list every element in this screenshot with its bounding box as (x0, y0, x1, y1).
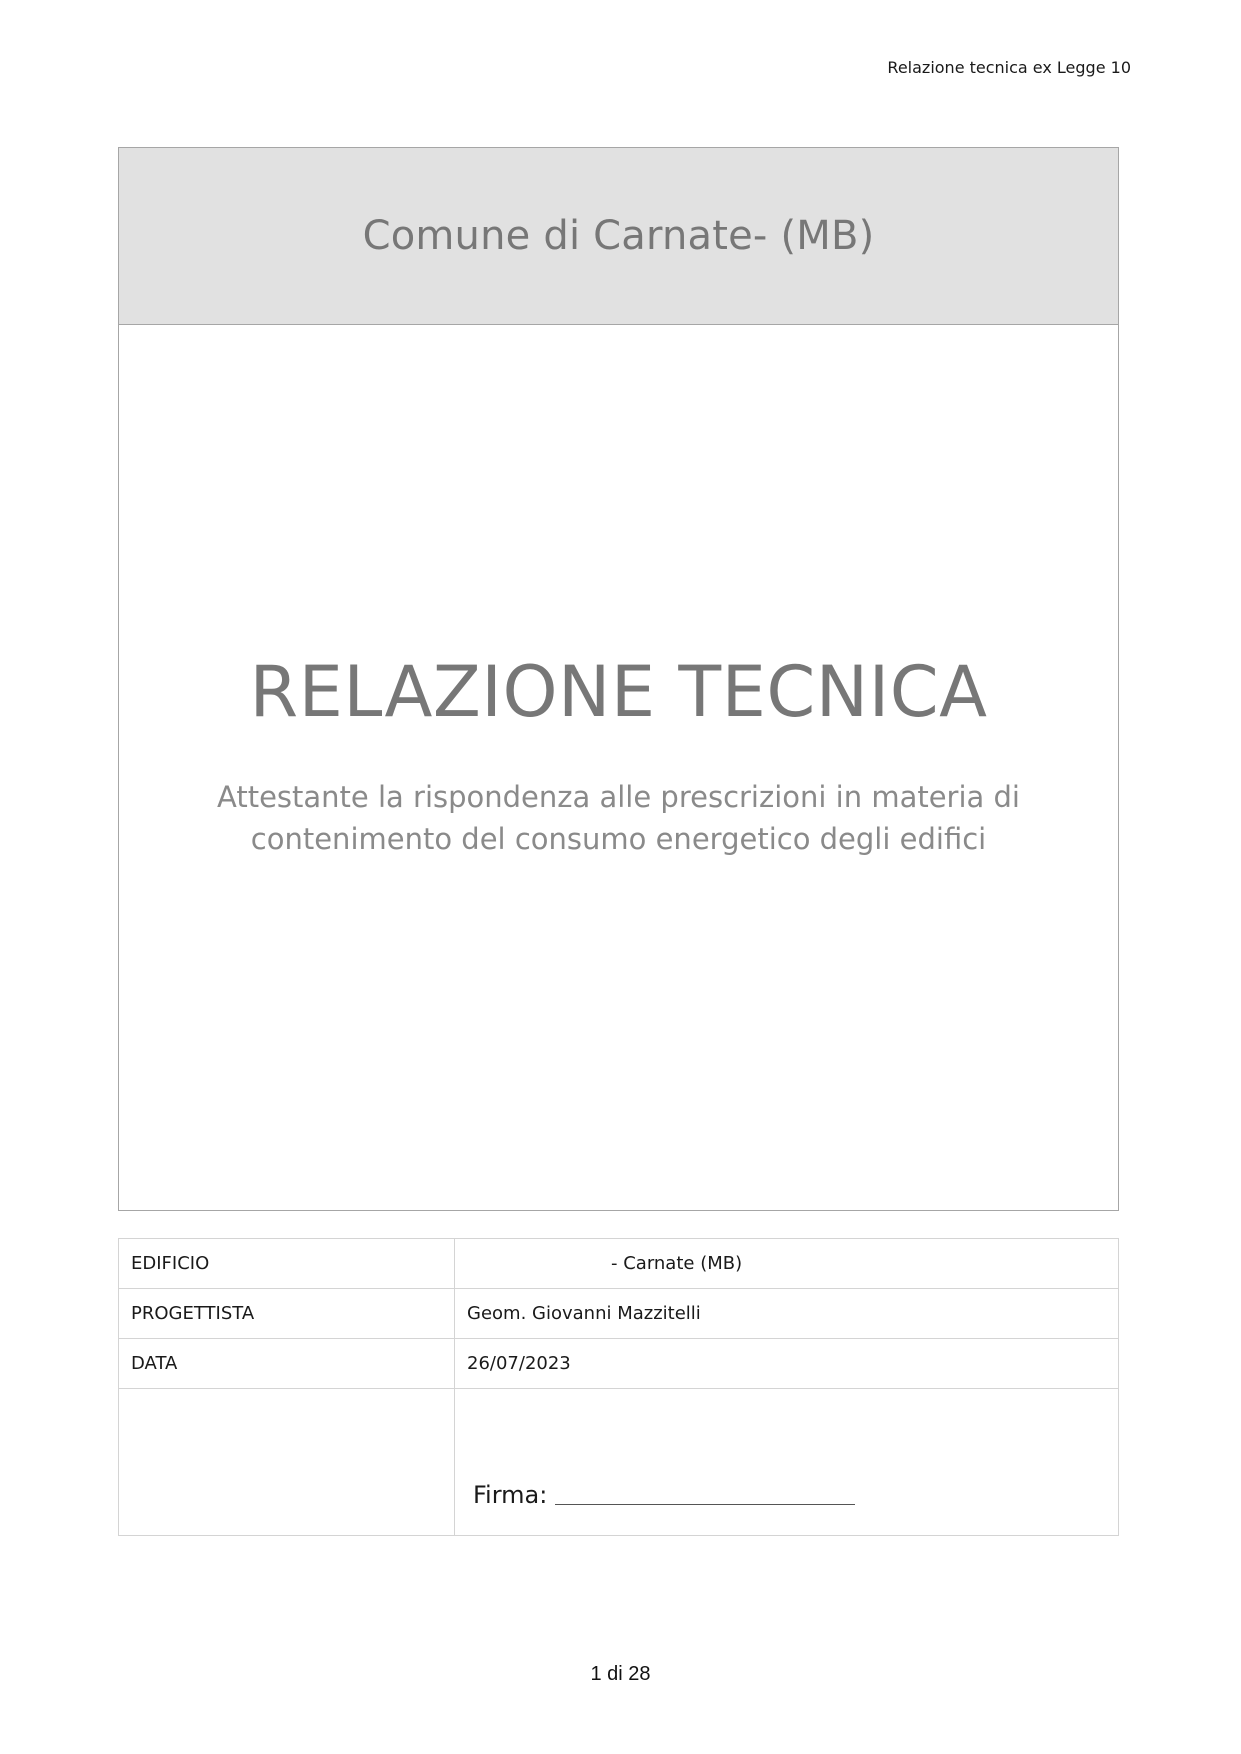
label-edificio: EDIFICIO (119, 1239, 455, 1289)
municipality-band (119, 148, 1118, 325)
label-progettista: PROGETTISTA (119, 1289, 455, 1339)
table-row-edificio (119, 1239, 1119, 1289)
value-edificio: - Carnate (MB) (455, 1239, 1119, 1289)
project-info-table (118, 1238, 1119, 1536)
label-data: DATA (119, 1339, 455, 1389)
signature-label: Firma: (473, 1481, 548, 1509)
cover-frame (118, 147, 1119, 1211)
subtitle-line-2: contenimento del consumo energetico degli edifici (250, 822, 987, 856)
page-number: 1 di 28 (590, 1663, 651, 1685)
subtitle-line-1: Attestante la rispondenza alle prescrizioni in materia di (217, 780, 1020, 814)
table-row-data (119, 1339, 1119, 1389)
empty-cell (119, 1389, 455, 1536)
signature-field (473, 1481, 855, 1509)
table-row-progettista (119, 1289, 1119, 1339)
value-data: 26/07/2023 (455, 1339, 1119, 1389)
signature-cell (455, 1389, 1119, 1536)
running-header: Relazione tecnica ex Legge 10 (887, 58, 1131, 77)
value-progettista: Geom. Giovanni Mazzitelli (455, 1289, 1119, 1339)
municipality-name: Comune di Carnate- (MB) (362, 213, 875, 259)
table-row-signature (119, 1389, 1119, 1536)
signature-line (555, 1504, 855, 1505)
document-title: RELAZIONE TECNICA (249, 651, 988, 733)
document-subtitle (159, 776, 1078, 860)
